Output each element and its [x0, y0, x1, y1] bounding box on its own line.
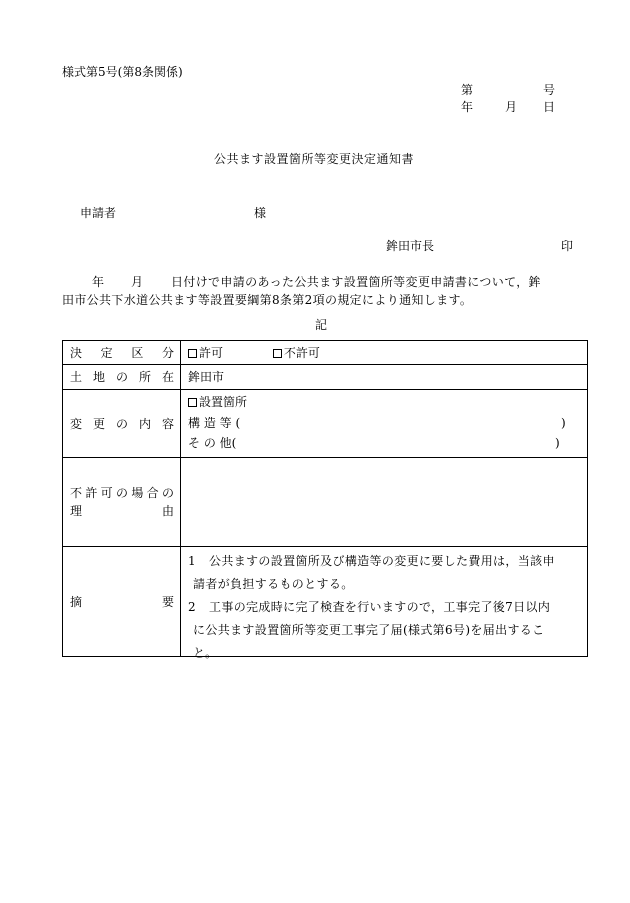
- applicant-label: 申請者: [80, 206, 117, 220]
- label-char: 容: [161, 416, 174, 431]
- applicant-honorific: 様: [254, 206, 267, 220]
- remark-1-line-2: [188, 573, 598, 596]
- location-option-label: 設置箇所: [199, 395, 248, 409]
- label-char: 摘: [70, 594, 83, 609]
- structure-close: ): [561, 416, 566, 430]
- label-char: 定: [100, 345, 113, 360]
- date-month-label: 月: [505, 100, 518, 114]
- label-char: 変: [70, 416, 83, 431]
- deny-reason-value[interactable]: [181, 458, 588, 547]
- label-char: 不: [70, 486, 83, 500]
- permit-label: 許可: [199, 345, 224, 360]
- label-char: 土: [70, 370, 83, 384]
- date-day-label: 日: [543, 100, 556, 114]
- seal-mark: 印: [561, 239, 574, 253]
- deny-checkbox[interactable]: [273, 349, 282, 358]
- form-reference: 様式第5号(第8条関係): [62, 65, 183, 79]
- label-char: 所: [138, 370, 151, 384]
- label-char: の: [115, 486, 128, 500]
- remarks-value: [181, 547, 588, 660]
- body-line-2: 田市公共下水道公共ます等設置要綱第8条第2項の規定により通知します。: [62, 293, 473, 307]
- number-label-dai: 第: [461, 83, 474, 97]
- label-char: の: [115, 416, 128, 431]
- change-label: [63, 390, 181, 458]
- document-title: 公共ます設置箇所等変更決定通知書: [214, 152, 415, 166]
- notification-table: [62, 340, 588, 660]
- label-char: 決: [70, 345, 83, 360]
- location-label: [63, 365, 181, 390]
- remark-text: 工事の完成時に完了検査を行いますので，工事完了後7日以内: [209, 600, 551, 614]
- location-row: [63, 365, 588, 390]
- remark-text: 公共ますの設置箇所及び構造等の変更に要した費用は，当該申: [209, 554, 555, 568]
- label-char: 場: [131, 486, 144, 500]
- remark-1-line-1: [188, 550, 598, 573]
- deny-label: 不許可: [283, 345, 320, 360]
- label-char: 可: [100, 486, 113, 500]
- remark-2-line-1: [188, 596, 598, 619]
- remarks-items: [188, 550, 598, 665]
- label-char: 合: [146, 486, 159, 500]
- change-row: [63, 390, 588, 458]
- label-char: 由: [161, 504, 174, 518]
- remark-text: 請者が負担するものとする。: [193, 577, 354, 591]
- issuer-name: 鉾田市長: [386, 239, 435, 253]
- remark-text: に公共ます設置箇所等変更工事完了届(様式第6号)を届出するこ: [193, 623, 545, 637]
- location-value[interactable]: [181, 365, 588, 390]
- deny-reason-label: [63, 458, 181, 547]
- date-year-label: 年: [461, 100, 474, 114]
- other-label: そ の 他(: [188, 436, 237, 450]
- decision-row: [63, 341, 588, 365]
- permit-checkbox[interactable]: [188, 349, 197, 358]
- label-char: 分: [161, 345, 174, 360]
- number-label-go: 号: [543, 83, 556, 97]
- label-char: 地: [92, 370, 105, 384]
- other-line: [188, 437, 236, 449]
- body-year: 年: [92, 275, 105, 289]
- ki-label: 記: [315, 318, 328, 332]
- structure-label: 構 造 等 (: [188, 416, 241, 430]
- remarks-row: [63, 547, 588, 657]
- body-month: 月: [131, 275, 144, 289]
- location-city: 鉾田市: [188, 370, 225, 384]
- remark-number: 2: [188, 600, 196, 614]
- label-char: 要: [161, 594, 174, 609]
- body-rest: 日付けで申請のあった公共ます設置箇所等変更申請書について，鉾: [171, 275, 541, 289]
- remark-2-line-3: [188, 642, 598, 665]
- location-option: [188, 396, 247, 408]
- decision-label: [63, 341, 181, 365]
- label-char: 理: [70, 504, 83, 518]
- change-value: [181, 390, 588, 458]
- remark-text: と。: [193, 646, 218, 660]
- structure-line: [188, 417, 240, 429]
- remark-2-line-2: [188, 619, 598, 642]
- label-char: の: [161, 486, 174, 500]
- remarks-label: [63, 547, 181, 657]
- label-char: 更: [92, 416, 105, 431]
- remark-number: 1: [188, 554, 196, 568]
- label-char: 区: [131, 345, 144, 360]
- decision-value: [181, 341, 588, 365]
- deny-reason-row: [63, 458, 588, 547]
- location-checkbox[interactable]: [188, 398, 197, 407]
- other-close: ): [555, 436, 560, 450]
- label-char: 在: [161, 370, 174, 384]
- label-char: 許: [85, 486, 98, 500]
- label-char: 内: [138, 416, 151, 431]
- label-char: の: [115, 370, 128, 384]
